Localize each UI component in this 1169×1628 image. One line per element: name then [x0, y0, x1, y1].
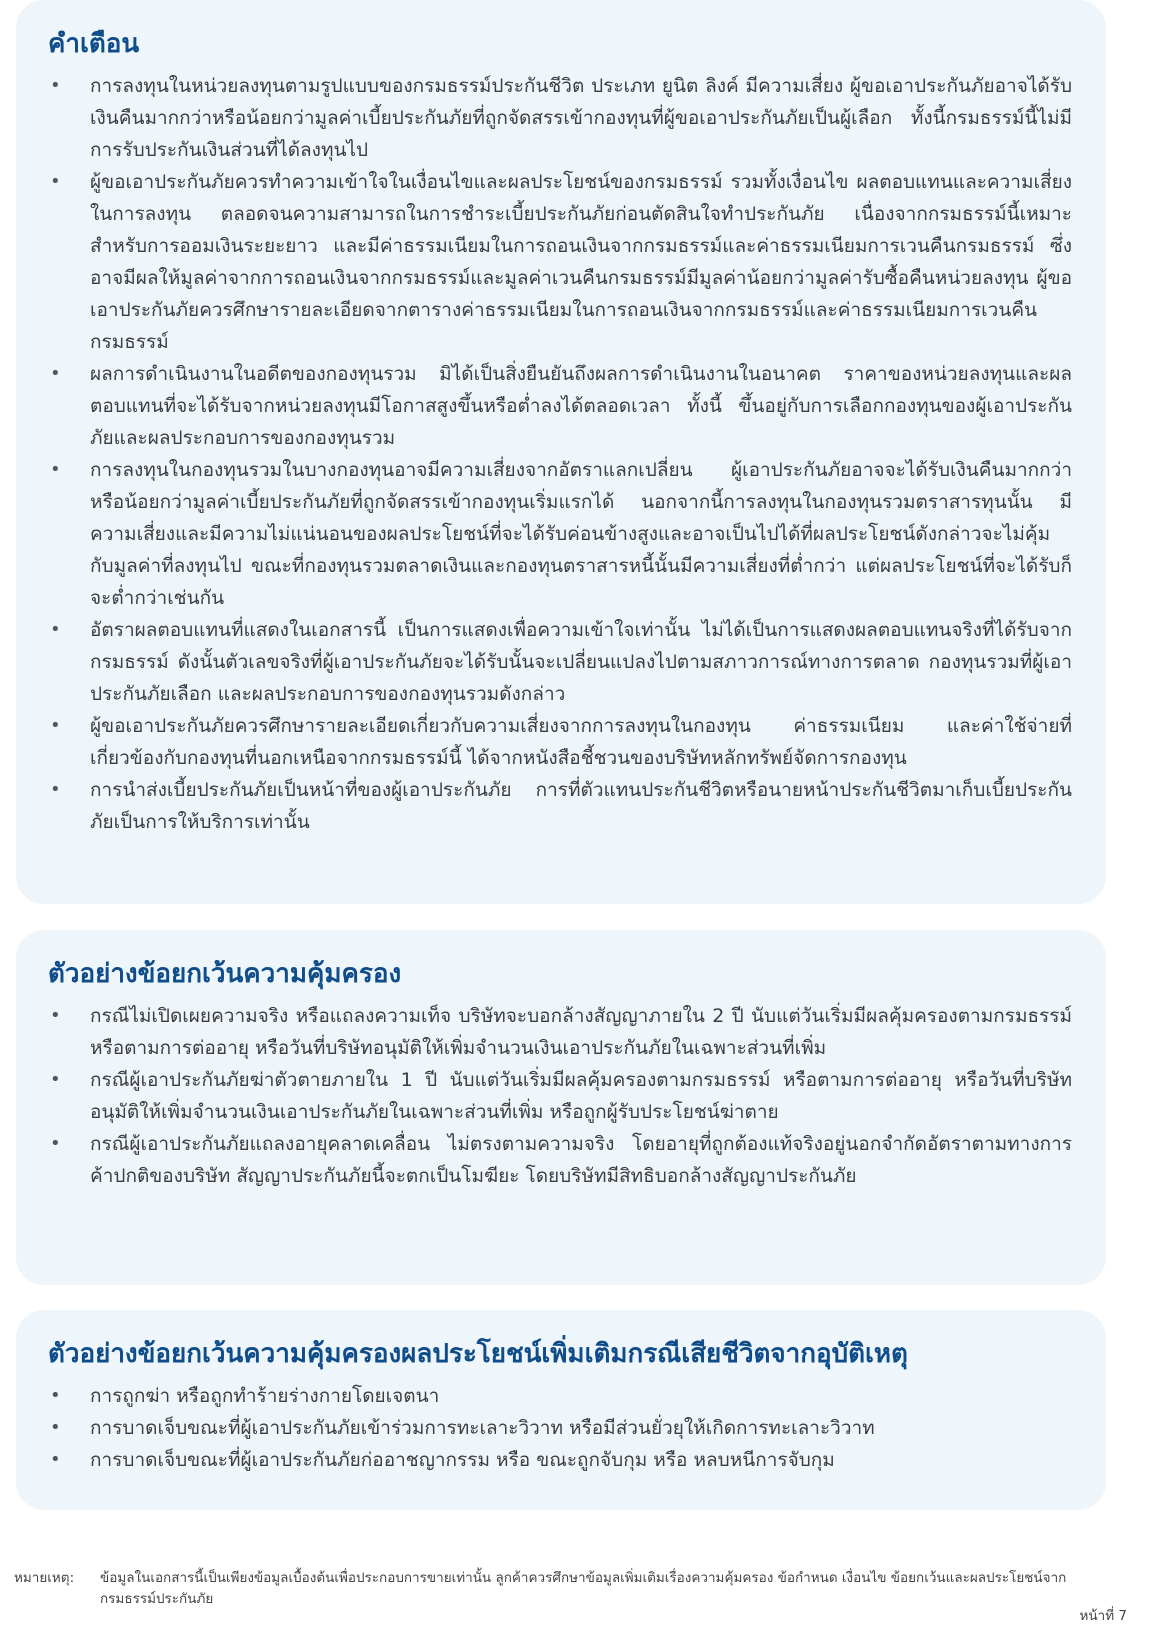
- list-item-text: กรณีไม่เปิดเผยความจริง หรือแถลงความเท็จ บริษัทจะบอกล้างสัญญาภายใน 2 ปี นับแต่วันเริ่มมีผลคุ้มครองตามกรมธรรม์ หรือตามการต่ออายุ หรือวันที่บริษัทอนุมัติให้เพิ่มจำนวนเงินเอาประกันภัยในเฉพาะส่วนที่เพิ่ม: [90, 1005, 1072, 1059]
- bullet-icon: •: [50, 1417, 61, 1438]
- list-item-text: การบาดเจ็บขณะที่ผู้เอาประกันภัยก่ออาชญากรรม หรือ ขณะถูกจับกุม หรือ หลบหนีการจับกุม: [90, 1449, 835, 1471]
- bullet-icon: •: [50, 75, 61, 96]
- warning-panel: [16, 0, 1106, 904]
- list-item: [48, 710, 1072, 774]
- list-item-text: การลงทุนในหน่วยลงทุนตามรูปแบบของกรมธรรม์ประกันชีวิต ประเภท ยูนิต ลิงค์ มีความเสี่ยง ผู้ขอเอาประกันภัยอาจได้รับเงินคืนมากกว่าหรือน้อยกว่ามูลค่าเบี้ยประกันภัยที่ถูกจัดสรรเข้ากองทุนที่ผู้ขอเอาประกันภัยเป็นผู้เลือก ทั้งนี้กรมธรรม์นี้ไม่มีการรับประกันเงินส่วนที่ได้ลงทุนไป: [90, 75, 1072, 161]
- list-item: [48, 166, 1072, 358]
- bullet-icon: •: [50, 619, 61, 640]
- list-item: [48, 1380, 1072, 1412]
- warning-list: [48, 70, 1072, 838]
- list-item: [48, 1064, 1072, 1128]
- accident-exclusions-list: [48, 1380, 1072, 1476]
- exclusions-panel: [16, 930, 1106, 1285]
- bullet-icon: •: [50, 1385, 61, 1406]
- list-item: [48, 1128, 1072, 1192]
- list-item-text: การถูกฆ่า หรือถูกทำร้ายร่างกายโดยเจตนา: [90, 1385, 440, 1407]
- list-item-text: การนำส่งเบี้ยประกันภัยเป็นหน้าที่ของผู้เอาประกันภัย การที่ตัวแทนประกันชีวิตหรือนายหน้าประกันชีวิตมาเก็บเบี้ยประกันภัยเป็นการให้บริการเท่านั้น: [90, 779, 1072, 833]
- exclusions-list: [48, 1000, 1072, 1192]
- list-item-text: การบาดเจ็บขณะที่ผู้เอาประกันภัยเข้าร่วมการทะเลาะวิวาท หรือมีส่วนยั่วยุให้เกิดการทะเลาะวิวาท: [90, 1417, 875, 1439]
- list-item-text: อัตราผลตอบแทนที่แสดงในเอกสารนี้ เป็นการแสดงเพื่อความเข้าใจเท่านั้น ไม่ได้เป็นการแสดงผลตอบแทนจริงที่ได้รับจากกรมธรรม์ ดังนั้นตัวเลขจริงที่ผู้เอาประกันภัยจะได้รับนั้นจะเปลี่ยนแปลงไปตามสภาวการณ์ทางการตลาด กองทุนรวมที่ผู้เอาประกันภัยเลือก และผลประกอบการของกองทุนรวมดังกล่าว: [90, 619, 1072, 705]
- list-item-text: ผู้ขอเอาประกันภัยควรศึกษารายละเอียดเกี่ยวกับความเสี่ยงจากการลงทุนในกองทุน ค่าธรรมเนียม และค่าใช้จ่ายที่เกี่ยวข้องกับกองทุนที่นอกเหนือจากกรมธรรม์นี้ ได้จากหนังสือชี้ชวนของบริษัทหลักทรัพย์จัดการกองทุน: [90, 715, 1072, 769]
- bullet-icon: •: [50, 171, 61, 192]
- accident-exclusions-title: ตัวอย่างข้อยกเว้นความคุ้มครองผลประโยชน์เพิ่มเติมกรณีเสียชีวิตจากอุบัติเหตุ: [48, 1339, 908, 1369]
- bullet-icon: •: [50, 1449, 61, 1470]
- exclusions-title: ตัวอย่างข้อยกเว้นความคุ้มครอง: [48, 959, 402, 989]
- list-item-text: กรณีผู้เอาประกันภัยแถลงอายุคลาดเคลื่อน ไม่ตรงตามความจริง โดยอายุที่ถูกต้องแท้จริงอยู่นอกจำกัดอัตราตามทางการค้าปกติของบริษัท สัญญาประกันภัยนี้จะตกเป็นโมฆียะ โดยบริษัทมีสิทธิบอกล้างสัญญาประกันภัย: [90, 1133, 1072, 1187]
- list-item: [48, 614, 1072, 710]
- bullet-icon: •: [50, 715, 61, 736]
- list-item-text: กรณีผู้เอาประกันภัยฆ่าตัวตายภายใน 1 ปี นับแต่วันเริ่มมีผลคุ้มครองตามกรมธรรม์ หรือตามการต่ออายุ หรือวันที่บริษัทอนุมัติให้เพิ่มจำนวนเงินเอาประกันภัยในเฉพาะส่วนที่เพิ่ม หรือถูกผู้รับประโยชน์ฆ่าตาย: [90, 1069, 1072, 1123]
- bullet-icon: •: [50, 1005, 61, 1026]
- list-item: [48, 1412, 1072, 1444]
- list-item: [48, 454, 1072, 614]
- footnote-label: หมายเหตุ:: [14, 1570, 75, 1586]
- accident-exclusions-panel: [16, 1310, 1106, 1510]
- list-item-text: การลงทุนในกองทุนรวมในบางกองทุนอาจมีความเสี่ยงจากอัตราแลกเปลี่ยน ผู้เอาประกันภัยอาจจะได้รับเงินคืนมากกว่าหรือน้อยกว่ามูลค่าเบี้ยประกันภัยที่ถูกจัดสรรเข้ากองทุนเริ่มแรกได้ นอกจากนี้การลงทุนในกองทุนรวมตราสารทุนนั้น มีความเสี่ยงและมีความไม่แน่นอนของผลประโยชน์ที่จะได้รับค่อนข้างสูงและอาจเป็นไปได้ที่ผลประโยชน์ดังกล่าวจะไม่คุ้มกับมูลค่าที่ลงทุนไป ขณะที่กองทุนรวมตลาดเงินและกองทุนตราสารหนี้นั้นมีความเสี่ยงที่ต่ำกว่า แต่ผลประโยชน์ที่จะได้รับก็จะต่ำกว่าเช่นกัน: [90, 459, 1072, 609]
- bullet-icon: •: [50, 459, 61, 480]
- list-item: [48, 1000, 1072, 1064]
- footnote-text: ข้อมูลในเอกสารนี้เป็นเพียงข้อมูลเบื้องต้นเพื่อประกอบการขายเท่านั้น ลูกค้าควรศึกษาข้อมูลเพิ่มเติมเรื่องความคุ้มครอง ข้อกำหนด เงื่อนไข ข้อยกเว้นและผลประโยชน์จากกรมธรรม์ประกันภัย: [100, 1570, 1067, 1607]
- bullet-icon: •: [50, 1069, 61, 1090]
- list-item: [48, 70, 1072, 166]
- bullet-icon: •: [50, 1133, 61, 1154]
- bullet-icon: •: [50, 363, 61, 384]
- list-item: [48, 358, 1072, 454]
- warning-title: คำเตือน: [48, 29, 140, 59]
- footnote: [14, 1568, 1114, 1610]
- list-item: [48, 1444, 1072, 1476]
- list-item: [48, 774, 1072, 838]
- list-item-text: ผู้ขอเอาประกันภัยควรทำความเข้าใจในเงื่อนไขและผลประโยชน์ของกรมธรรม์ รวมทั้งเงื่อนไข ผลตอบแทนและความเสี่ยงในการลงทุน ตลอดจนความสามารถในการชำระเบี้ยประกันภัยก่อนตัดสินใจทำประกันภัย เนื่องจากกรมธรรม์นี้เหมาะสำหรับการออมเงินระยะยาว และมีค่าธรรมเนียมในการถอนเงินจากกรมธรรม์และค่าธรรมเนียมการเวนคืนกรมธรรม์ ซึ่งอาจมีผลให้มูลค่าจากการถอนเงินจากกรมธรรม์และมูลค่าเวนคืนกรมธรรม์มีมูลค่าน้อยกว่ามูลค่ารับซื้อคืนหน่วยลงทุน ผู้ขอเอาประกันภัยควรศึกษารายละเอียดจากตารางค่าธรรมเนียมในการถอนเงินจากกรมธรรม์และค่าธรรมเนียมการเวนคืนกรมธรรม์: [90, 171, 1072, 353]
- bullet-icon: •: [50, 779, 61, 800]
- page-number: หน้าที่ 7: [1079, 1608, 1127, 1624]
- list-item-text: ผลการดำเนินงานในอดีตของกองทุนรวม มิได้เป็นสิ่งยืนยันถึงผลการดำเนินงานในอนาคต ราคาของหน่วยลงทุนและผลตอบแทนที่จะได้รับจากหน่วยลงทุนมีโอกาสสูงขึ้นหรือต่ำลงได้ตลอดเวลา ทั้งนี้ ขึ้นอยู่กับการเลือกกองทุนของผู้เอาประกันภัยและผลประกอบการของกองทุนรวม: [90, 363, 1072, 449]
